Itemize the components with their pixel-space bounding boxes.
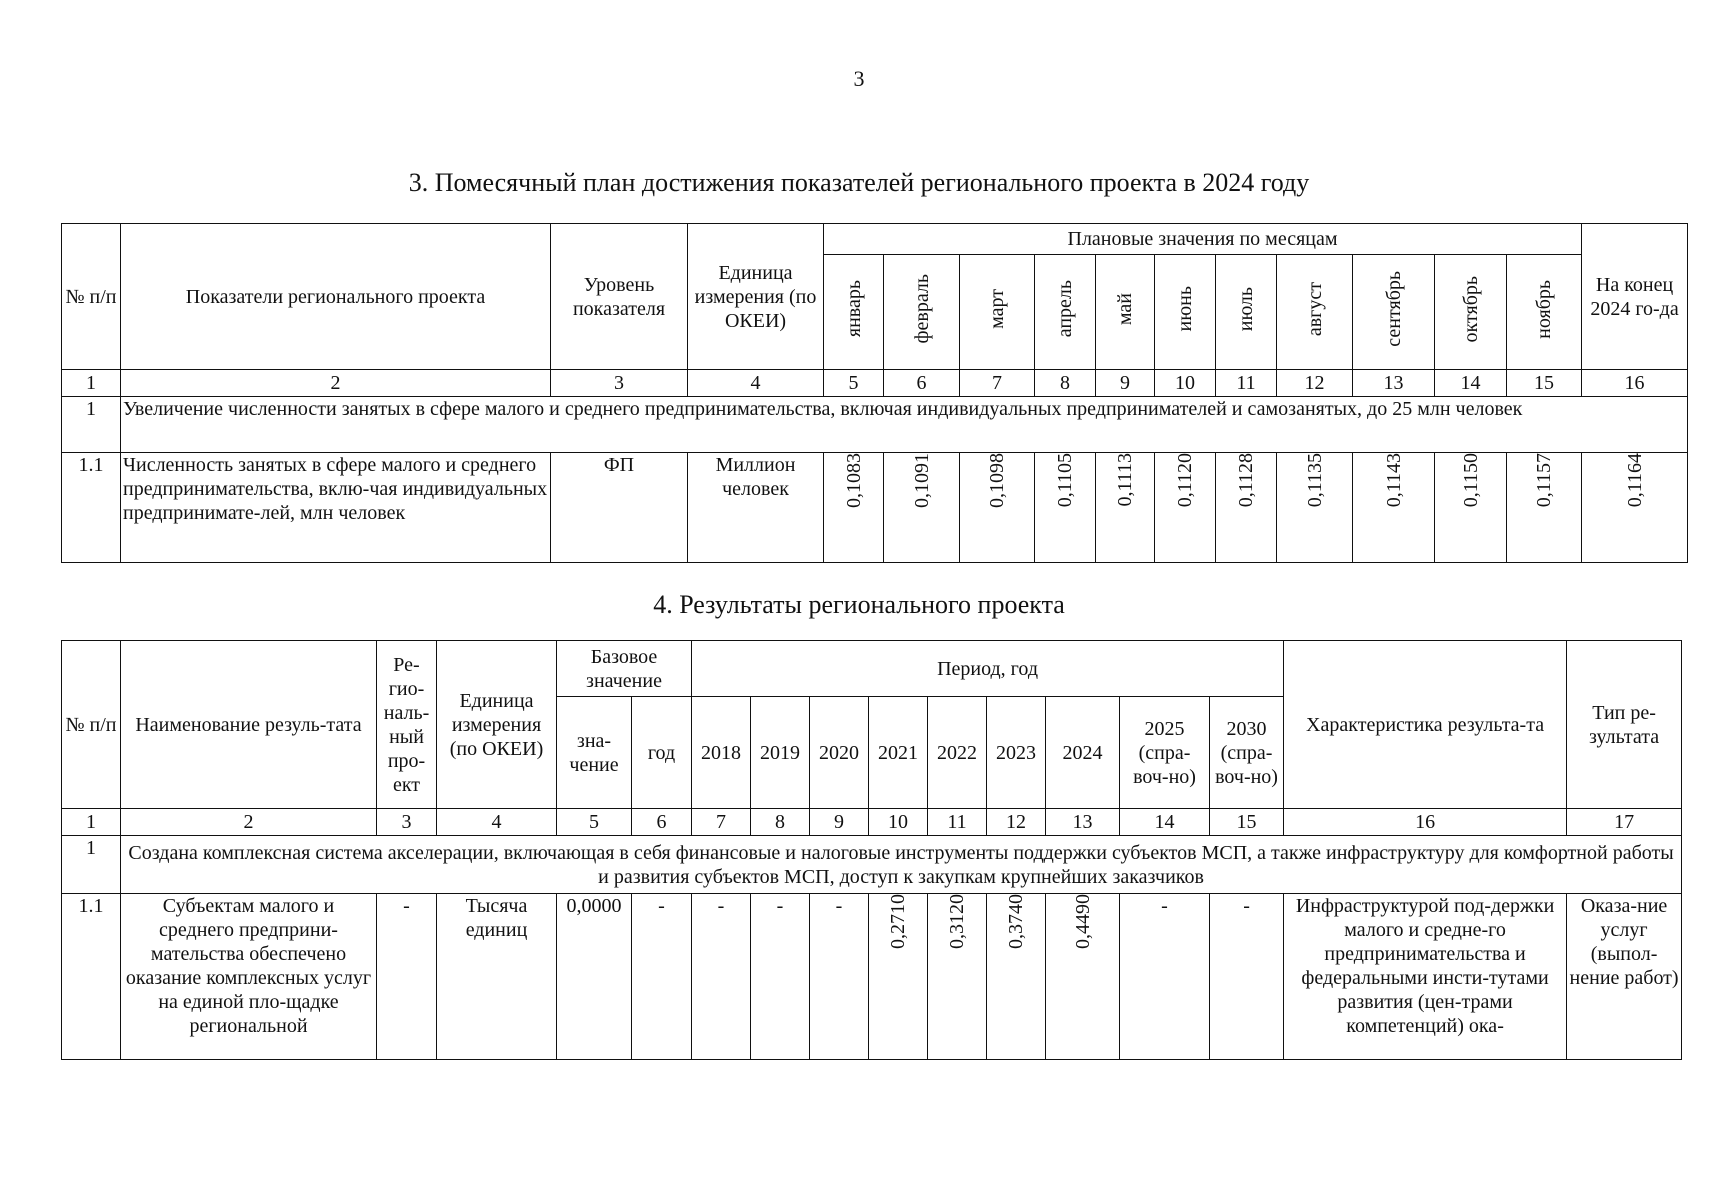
month-value: 0,1113 (1114, 453, 1136, 507)
row-base-year: - (632, 894, 692, 1060)
table-row (62, 894, 1682, 1060)
header-period-group: Период, год (692, 641, 1284, 697)
header-month (884, 255, 960, 370)
header-month (1353, 255, 1435, 370)
month-value: 0,1150 (1459, 453, 1482, 508)
row-type: Оказа-ние услуг (выпол-нение работ) (1567, 894, 1682, 1060)
column-number: 11 (928, 809, 987, 836)
monthly-plan-table (61, 223, 1688, 563)
month-value: 0,1091 (910, 453, 933, 508)
column-number: 11 (1216, 370, 1277, 397)
row-unit: Тысяча единиц (437, 894, 557, 1060)
column-number: 14 (1120, 809, 1210, 836)
header-month (1277, 255, 1353, 370)
header-regional: Ре-гио-наль-ный про-ект (377, 641, 437, 809)
row-level: ФП (551, 453, 688, 563)
header-month (1216, 255, 1277, 370)
column-number: 10 (1155, 370, 1216, 397)
month-value: 0,1128 (1235, 453, 1257, 508)
month-label: ноябрь (1533, 279, 1556, 339)
column-number: 2 (121, 370, 551, 397)
month-label: сентябрь (1382, 271, 1405, 347)
month-label: июль (1235, 286, 1257, 332)
row-indicator: Численность занятых в сфере малого и среднего предпринимательства, вклю-чая индивидуальных предпринимате-лей, млн человек (121, 453, 551, 563)
month-label: август (1303, 281, 1326, 337)
header-base-value: зна-чение (557, 697, 632, 809)
group-row-num: 1 (62, 397, 121, 453)
column-number: 1 (62, 809, 121, 836)
column-number: 16 (1582, 370, 1688, 397)
column-number: 4 (688, 370, 824, 397)
header-end-of-year: На конец 2024 го-да (1582, 224, 1688, 370)
row-unit: Миллион человек (688, 453, 824, 563)
column-number: 10 (869, 809, 928, 836)
column-number: 15 (1210, 809, 1284, 836)
header-month (1155, 255, 1216, 370)
group-row-text: Создана комплексная система акселерации, включающая в себя финансовые и налоговые инструменты поддержки субъектов МСП, а также инфраструктуру для комфортной работы и развития субъектов МСП, доступ к закупкам крупнейших заказчиков (121, 836, 1682, 894)
column-number: 3 (551, 370, 688, 397)
header-level: Уровень показателя (551, 224, 688, 370)
month-value: 0,1157 (1533, 453, 1556, 508)
month-value: 0,1105 (1054, 453, 1076, 508)
header-month (824, 255, 884, 370)
column-number: 17 (1567, 809, 1682, 836)
section-title-results: 4. Результаты регионального проекта (653, 590, 1065, 619)
row-year-value: - (1120, 894, 1210, 1060)
row-year-value: 0,3120 (946, 894, 969, 949)
column-number: 15 (1507, 370, 1582, 397)
column-number: 9 (1096, 370, 1155, 397)
row-num: 1.1 (62, 894, 121, 1060)
header-year: 2024 (1046, 697, 1120, 809)
header-characteristic: Характеристика результа-та (1284, 641, 1567, 809)
section-title-monthly-plan: 3. Помесячный план достижения показателей регионального проекта в 2024 году (408, 168, 1310, 197)
row-year-value: 0,4490 (1071, 894, 1094, 949)
header-month (1507, 255, 1582, 370)
header-year: 2018 (692, 697, 751, 809)
row-year-value: - (692, 894, 751, 1060)
row-year-value: - (751, 894, 810, 1060)
header-year: 2030 (спра-воч-но) (1210, 697, 1284, 809)
group-row-text: Увеличение численности занятых в сфере малого и среднего предпринимательства, включая индивидуальных предпринимателей и самозанятых, до 25 млн человек (121, 397, 1688, 453)
month-value: 0,1083 (842, 453, 865, 508)
month-label: июнь (1174, 286, 1196, 332)
header-year: 2025 (спра-воч-но) (1120, 697, 1210, 809)
month-label: май (1114, 292, 1136, 326)
row-year-value: - (810, 894, 869, 1060)
month-value: 0,1098 (986, 453, 1008, 508)
column-number: 8 (751, 809, 810, 836)
column-number: 7 (960, 370, 1035, 397)
row-year-value: - (1210, 894, 1284, 1060)
header-year: 2020 (810, 697, 869, 809)
header-month (960, 255, 1035, 370)
month-label: январь (842, 280, 865, 338)
column-number: 5 (824, 370, 884, 397)
row-name: Субъектам малого и среднего предприни-мательства обеспечено оказание комплексных услуг на единой пло-щадке региональной (121, 894, 377, 1060)
header-base-group: Базовое значение (557, 641, 692, 697)
month-value: 0,1135 (1303, 453, 1326, 508)
column-number: 16 (1284, 809, 1567, 836)
month-label: октябрь (1459, 275, 1482, 343)
month-value: 0,1143 (1382, 453, 1405, 508)
column-number: 2 (121, 809, 377, 836)
header-month (1035, 255, 1096, 370)
column-number: 13 (1046, 809, 1120, 836)
header-month (1096, 255, 1155, 370)
header-unit: Единица измерения (по ОКЕИ) (437, 641, 557, 809)
column-number: 12 (1277, 370, 1353, 397)
end-of-year-value: 0,1164 (1623, 453, 1646, 508)
column-number: 6 (884, 370, 960, 397)
column-number: 9 (810, 809, 869, 836)
row-year-value: 0,2710 (887, 894, 910, 949)
column-number: 3 (377, 809, 437, 836)
column-number: 4 (437, 809, 557, 836)
row-base-value: 0,0000 (557, 894, 632, 1060)
header-year: 2022 (928, 697, 987, 809)
row-year-value: 0,3740 (1005, 894, 1028, 949)
column-number: 6 (632, 809, 692, 836)
column-number: 7 (692, 809, 751, 836)
month-label: апрель (1054, 280, 1076, 338)
table-row (62, 453, 1688, 563)
row-regional: - (377, 894, 437, 1060)
group-row-num: 1 (62, 836, 121, 894)
column-number: 8 (1035, 370, 1096, 397)
header-unit: Единица измерения (по ОКЕИ) (688, 224, 824, 370)
header-num: № п/п (62, 641, 121, 809)
row-characteristic: Инфраструктурой под-держки малого и средне-го предпринимательства и федеральными инсти-тутами развития (цен-трами компетенций) ока- (1284, 894, 1567, 1060)
column-number: 5 (557, 809, 632, 836)
month-label: февраль (910, 274, 933, 344)
column-number: 13 (1353, 370, 1435, 397)
header-name: Наименование резуль-тата (121, 641, 377, 809)
header-month (1435, 255, 1507, 370)
header-year: 2021 (869, 697, 928, 809)
header-num: № п/п (62, 224, 121, 370)
month-label: март (986, 289, 1008, 329)
row-num: 1.1 (62, 453, 121, 563)
header-type: Тип ре-зультата (1567, 641, 1682, 809)
column-number: 1 (62, 370, 121, 397)
header-year: 2019 (751, 697, 810, 809)
month-value: 0,1120 (1174, 453, 1196, 508)
header-monthly-group: Плановые значения по месяцам (824, 224, 1582, 255)
column-number: 12 (987, 809, 1046, 836)
header-indicator: Показатели регионального проекта (121, 224, 551, 370)
header-base-year: год (632, 697, 692, 809)
column-number: 14 (1435, 370, 1507, 397)
page-number: 3 (853, 66, 865, 91)
results-table (61, 640, 1682, 1060)
header-year: 2023 (987, 697, 1046, 809)
